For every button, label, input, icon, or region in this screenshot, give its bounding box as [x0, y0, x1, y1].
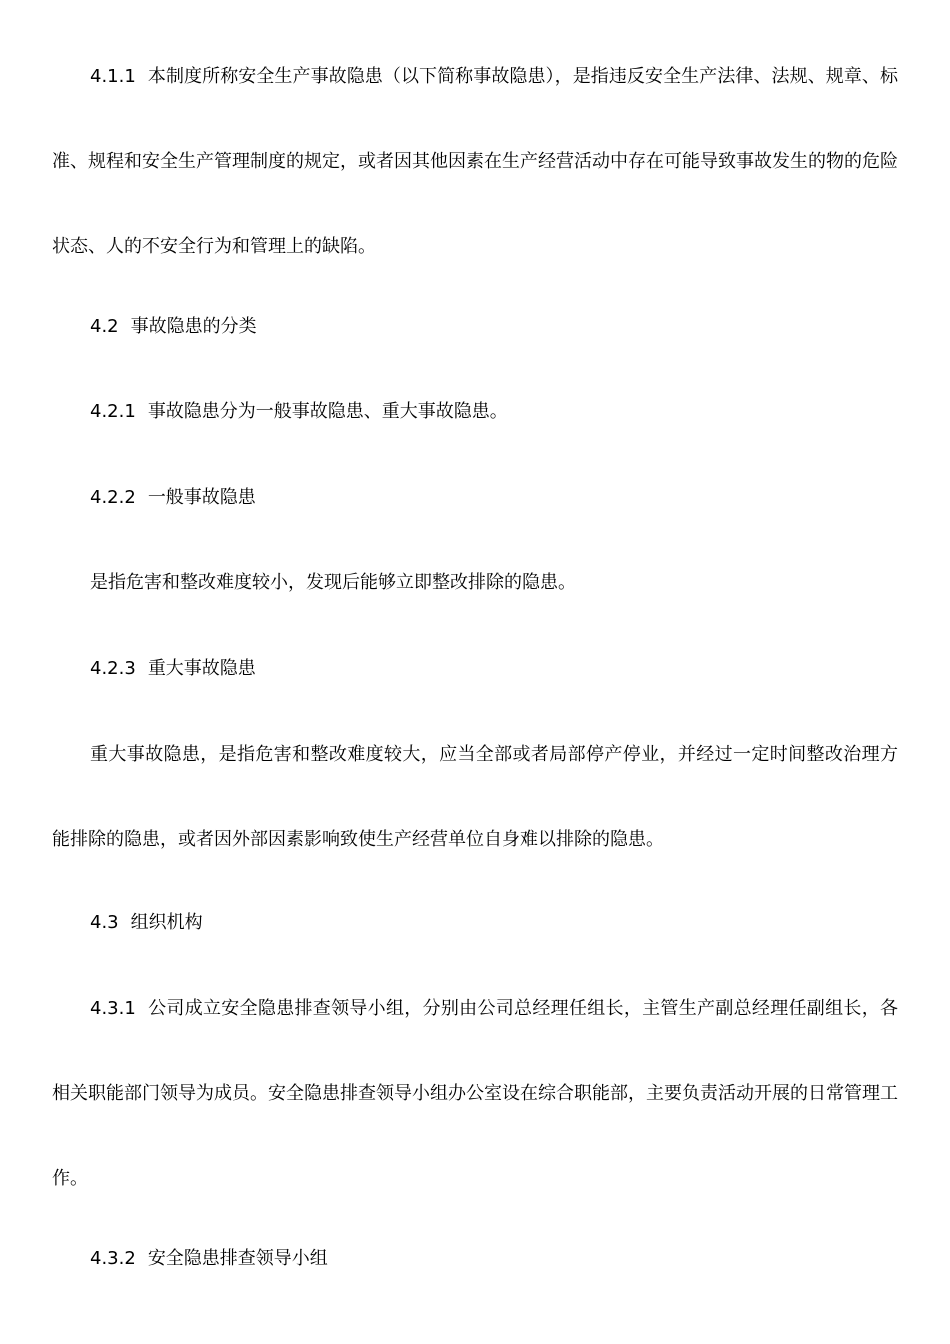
- section-number: 4.3.1: [90, 998, 136, 1019]
- heading-4-3-2: [52, 1216, 898, 1301]
- paragraph-general-hazard-definition: [52, 540, 898, 625]
- heading-4-3: [52, 880, 898, 965]
- section-number: 4.2.2: [90, 487, 136, 508]
- heading-4-2-3: [52, 626, 898, 711]
- paragraph-text: 本制度所称安全生产事故隐患（以下简称事故隐患），是指违反安全生产法律、法规、规章、标准、规程和安全生产管理制度的规定，或者因其他因素在生产经营活动中存在可能导致事故发生的物的危险状态、人的不安全行为和管理上的缺陷。: [52, 66, 898, 257]
- paragraph-text: 是指危害和整改难度较小，发现后能够立即整改排除的隐患。: [90, 572, 576, 593]
- paragraph-text: 安全隐患排查领导小组: [147, 1248, 328, 1269]
- paragraph-text: 一般事故隐患: [147, 487, 256, 508]
- heading-4-2-2: [52, 455, 898, 540]
- paragraph-text: 组织机构: [130, 912, 203, 933]
- section-number: 4.3.2: [90, 1248, 136, 1269]
- paragraph-text: 重大事故隐患: [147, 658, 256, 679]
- paragraph-4-1-1: [52, 34, 898, 289]
- paragraph-4-2-1: [52, 369, 898, 454]
- section-number: 4.1.1: [90, 66, 136, 87]
- section-number: 4.3: [90, 912, 119, 933]
- paragraph-4-3-1: [52, 966, 898, 1221]
- section-number: 4.2.1: [90, 401, 136, 422]
- paragraph-text: 重大事故隐患，是指危害和整改难度较大，应当全部或者局部停产停业，并经过一定时间整改治理方能排除的隐患，或者因外部因素影响致使生产经营单位自身难以排除的隐患。: [52, 744, 898, 850]
- section-number: 4.2.3: [90, 658, 136, 679]
- paragraph-text: 事故隐患的分类: [130, 316, 257, 337]
- paragraph-major-hazard-definition: [52, 712, 898, 882]
- section-number: 4.2: [90, 316, 119, 337]
- heading-4-2: [52, 284, 898, 369]
- paragraph-text: 事故隐患分为一般事故隐患、重大事故隐患。: [147, 401, 508, 422]
- paragraph-text: 公司成立安全隐患排查领导小组，分别由公司总经理任组长，主管生产副总经理任副组长，各相关职能部门领导为成员。安全隐患排查领导小组办公室设在综合职能部，主要负责活动开展的日常管理工作。: [52, 998, 898, 1189]
